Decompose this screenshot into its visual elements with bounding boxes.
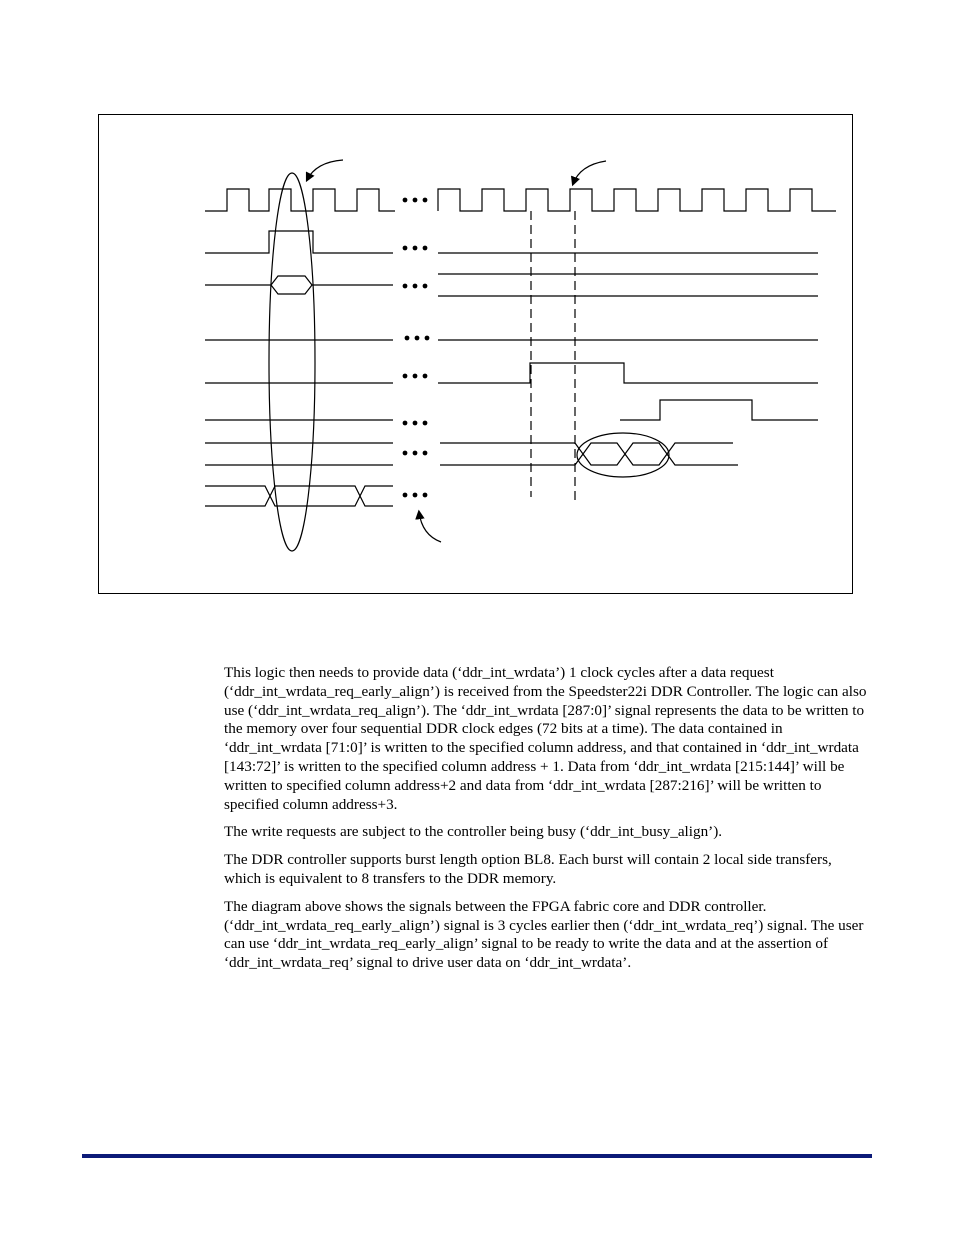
request-pulse-waveform xyxy=(205,231,818,253)
busy-bus-waveform xyxy=(205,486,393,506)
footer-rule xyxy=(82,1154,872,1158)
paragraph-burst: The DDR controller supports burst length option BL8. Each burst will contain 2 local side transfers, which is equivalent to 8 transfers to the DDR memory. xyxy=(224,851,832,887)
wrdata-req-waveform xyxy=(205,400,818,420)
ellipsis-dots xyxy=(403,198,430,498)
callout-arrow-3 xyxy=(419,512,441,542)
body-text xyxy=(224,664,872,982)
highlight-ellipse-left xyxy=(269,173,315,551)
wrdata-bus-waveform xyxy=(205,443,738,465)
paragraph-wrdata: This logic then needs to provide data (‘ddr_int_wrdata’) 1 clock cycles after a data request (‘ddr_int_wrdata_req_early_align’) is received from the Speedster22i DDR Controller. The logic can also use (‘ddr_int_wrdata_req_align’). The ‘ddr_int_wrdata [287:0]’ signal represents the data to be written to the memory over four sequential DDR clock edges (72 bits at a time). The data contained in ‘ddr_int_wrdata [71:0]’ is written to the specified column address, and that contained in ‘ddr_int_wrdata [143:72]’ is written to the specified column address + 1. Data from ‘ddr_int_wrdata [215:144]’ will be written to specified column address+2 and data from ‘ddr_int_wrdata [287:216]’ will be written to specified column address+3. xyxy=(224,664,867,813)
address-bus-waveform xyxy=(205,274,818,296)
callout-arrow-2 xyxy=(573,161,606,184)
paragraph-busy: The write requests are subject to the controller being busy (‘ddr_int_busy_align’). xyxy=(224,823,723,841)
callout-arrow-1 xyxy=(307,160,343,180)
clock-waveform xyxy=(205,189,836,211)
wrdata-req-early-waveform xyxy=(205,363,818,383)
highlight-ellipse-right xyxy=(577,433,669,477)
paragraph-diagram: The diagram above shows the signals between the FPGA fabric core and DDR controller. (‘ddr_int_wrdata_req_early_align’) signal is 3 cycles earlier then (‘ddr_int_wrdata_req’) signal. The user can use ‘ddr_int_wrdata_req_early_align’ signal to be ready to write the data and at the assertion of ‘ddr_int_wrdata_req’ signal to drive user data on ‘ddr_int_wrdata’. xyxy=(224,897,864,972)
